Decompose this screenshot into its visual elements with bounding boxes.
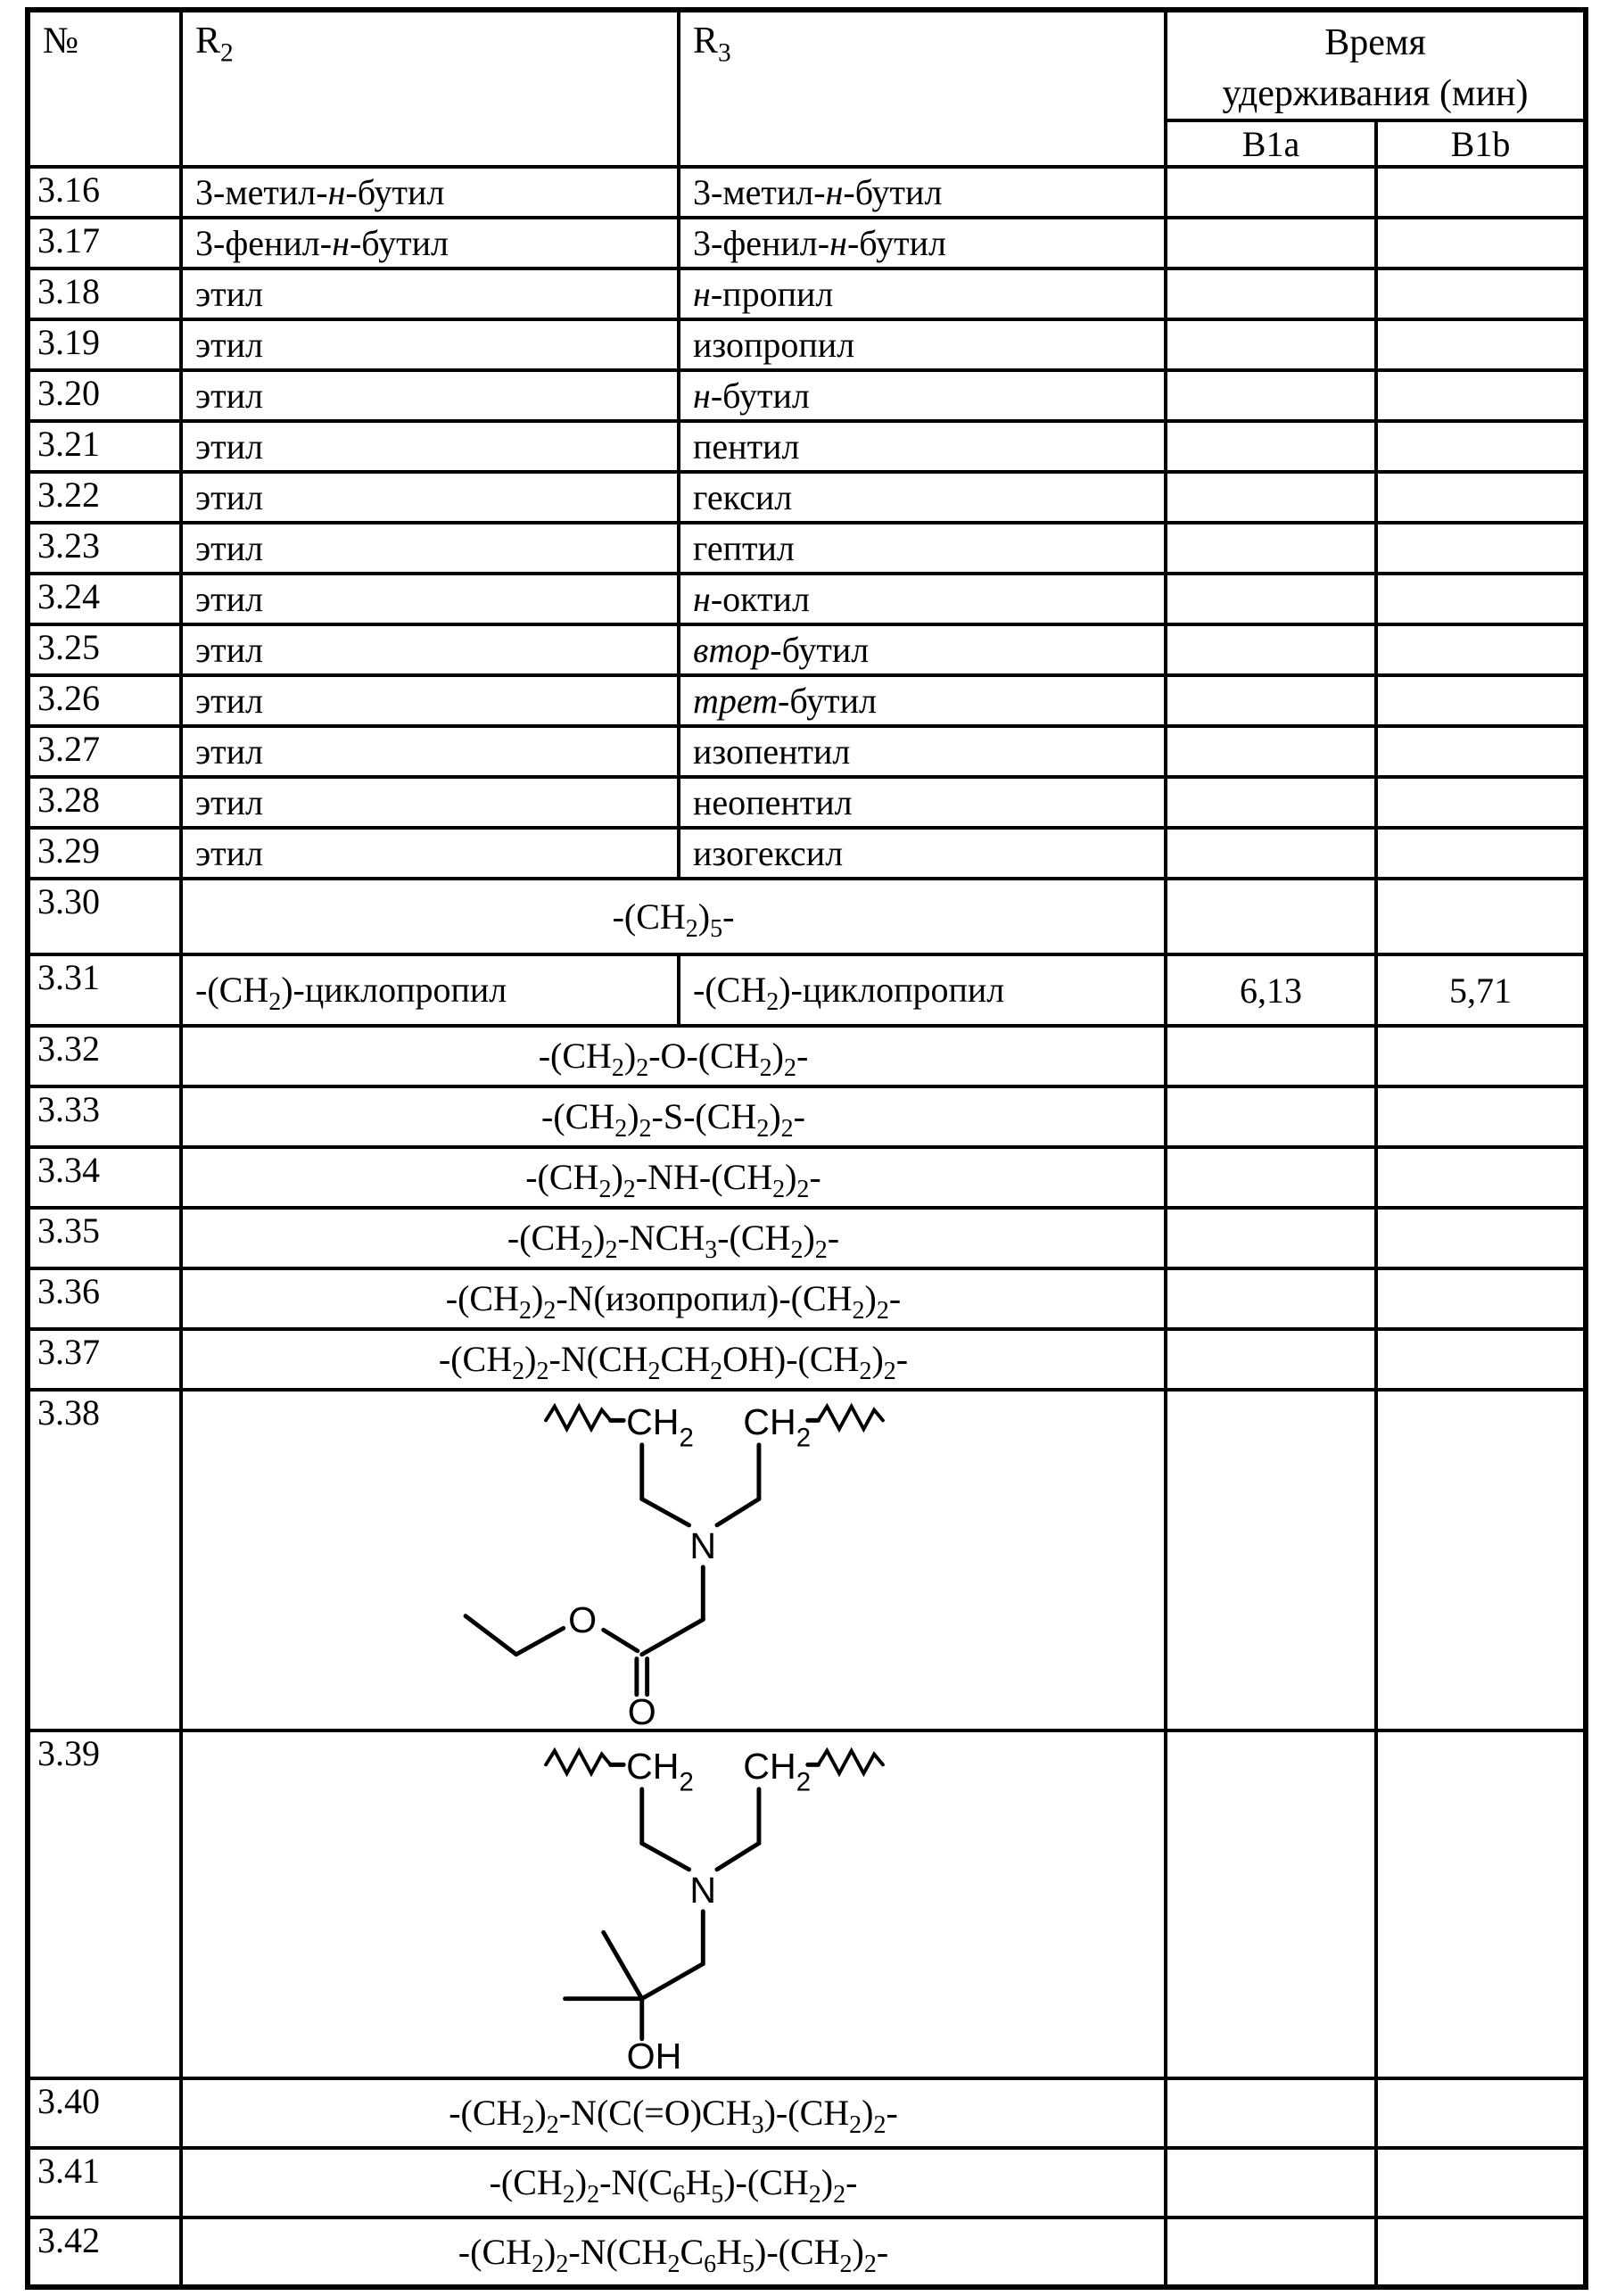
b1b-cell: 5,71 [1376,954,1586,1026]
b1a-cell [1166,675,1376,726]
table-row [28,1147,1586,1208]
r3-cell: втор-бутил [679,624,1166,675]
row-number: 3.38 [28,1390,181,1730]
table-row [28,1208,1586,1268]
r2-cell: этил [181,421,679,472]
b1b-cell [1376,2148,1586,2218]
b1b-cell [1376,1208,1586,1268]
table-row [28,268,1586,319]
b1a-cell [1166,1329,1376,1390]
row-number: 3.34 [28,1147,181,1208]
hydroxyl-label: OH [626,2036,682,2071]
b1a-cell [1166,1390,1376,1730]
row-number: 3.39 [28,1730,181,2078]
r3-cell: н-бутил [679,370,1166,421]
b1a-cell [1166,2218,1376,2287]
row-number: 3.41 [28,2148,181,2218]
row-number: 3.22 [28,472,181,523]
row-number: 3.29 [28,828,181,879]
table-row [28,1086,1586,1147]
b1a-cell [1166,370,1376,421]
r2-cell: этил [181,828,679,879]
r2-cell: этил [181,777,679,828]
row-number: 3.24 [28,574,181,624]
r2r3-merged-cell: $-(CH_2)_2-S-(CH_2)_2-$ [181,1086,1166,1147]
r2r3-merged-cell: $-(CH_2)_2-N(C_6H_5)-(CH_2)_2-$ [181,2148,1166,2218]
b1a-cell [1166,218,1376,268]
row-number: 3.40 [28,2078,181,2148]
row-number: 3.33 [28,1086,181,1147]
row-number: 3.42 [28,2218,181,2287]
table-row [28,675,1586,726]
b1a-cell [1166,1268,1376,1329]
wavy-bond-left [546,1407,610,1429]
b1a-cell [1166,319,1376,370]
b1a-cell [1166,777,1376,828]
b1a-cell [1166,268,1376,319]
b1a-cell: 6,13 [1166,954,1376,1026]
b1b-cell [1376,675,1586,726]
wavy-bond-left [546,1751,610,1773]
table-row [28,954,1586,1026]
row-number: 3.25 [28,624,181,675]
b1b-cell [1376,421,1586,472]
table-row [28,218,1586,268]
table-row [28,472,1586,523]
ch2-label-right: $CH_2$ [743,1401,812,1454]
table-row [28,624,1586,675]
b1b-cell [1376,370,1586,421]
table-row [28,879,1586,954]
wavy-bond-right [819,1407,883,1429]
r3-cell: изопентил [679,726,1166,777]
row-number: 3.16 [28,167,181,218]
b1a-cell [1166,1086,1376,1147]
r2-cell: этил [181,574,679,624]
b1a-cell [1166,879,1376,954]
r3-cell: н-пропил [679,268,1166,319]
table-row-structure [28,1730,1586,2078]
row-number: 3.18 [28,268,181,319]
nitrogen-label: N [689,1870,717,1912]
r3-cell: гексил [679,472,1166,523]
row-number: 3.30 [28,879,181,954]
r2r3-merged-cell: $-(CH_2)_2-NH-(CH_2)_2-$ [181,1147,1166,1208]
table-row [28,2218,1586,2287]
wavy-bond-right [819,1751,883,1773]
table-row [28,370,1586,421]
table-row [28,1329,1586,1390]
r2r3-merged-cell: $-(CH_2)_2-N(CH_2CH_2OH)-(CH_2)_2-$ [181,1329,1166,1390]
structure-cell-339 [181,1730,1166,2078]
table-row [28,2078,1586,2148]
row-number: 3.27 [28,726,181,777]
r2-cell: этил [181,624,679,675]
row-number: 3.26 [28,675,181,726]
b1a-cell [1166,1208,1376,1268]
table-row [28,421,1586,472]
row-number: 3.35 [28,1208,181,1268]
r3-cell: $-(CH_2)$-циклопропил [679,954,1166,1026]
r2-cell: этил [181,726,679,777]
table-row [28,2148,1586,2218]
b1b-cell [1376,2218,1586,2287]
b1b-cell [1376,777,1586,828]
b1a-cell [1166,624,1376,675]
b1b-cell [1376,624,1586,675]
b1a-cell [1166,2078,1376,2148]
row-number: 3.36 [28,1268,181,1329]
r2-cell: этил [181,472,679,523]
table-row [28,828,1586,879]
col-header-r2: $R_2$ [181,10,679,167]
structure-cell-338 [181,1390,1166,1730]
ch2-label-left: $CH_2$ [626,1401,694,1454]
b1b-cell [1376,574,1586,624]
carbonyl-oxygen-label: O [627,1691,656,1727]
b1b-cell [1376,319,1586,370]
table-row [28,726,1586,777]
r2r3-merged-cell: $-(CH_2)_2-O-(CH_2)_2-$ [181,1026,1166,1086]
r2r3-merged-cell: $-(CH_2)_2-N(C(=O)CH_3)-(CH_2)_2-$ [181,2078,1166,2148]
r2-cell: $-(CH_2)$-циклопропил [181,954,679,1026]
col-header-b1b: B1b [1376,120,1586,167]
b1b-cell [1376,1147,1586,1208]
row-number: 3.31 [28,954,181,1026]
table-row [28,574,1586,624]
table-row [28,523,1586,574]
col-header-num: № [28,10,181,167]
b1a-cell [1166,828,1376,879]
b1b-cell [1376,726,1586,777]
row-number: 3.32 [28,1026,181,1086]
b1b-cell [1376,2078,1586,2148]
table-row [28,1268,1586,1329]
chemical-structure-aminol [455,1739,892,2070]
b1b-cell [1376,472,1586,523]
r2r3-merged-cell: $-(CH_2)_2-N(изопропил)-(CH_2)_2-$ [181,1268,1166,1329]
table-row [28,167,1586,218]
table-row [28,1026,1586,1086]
b1b-cell [1376,218,1586,268]
b1b-cell [1376,1390,1586,1730]
r3-cell: пентил [679,421,1166,472]
b1b-cell [1376,1730,1586,2078]
ester-oxygen-label: O [568,1599,598,1641]
compound-table [25,7,1588,2290]
r2-cell: этил [181,523,679,574]
col-header-retention-time: Время удерживания (мин) [1166,10,1586,120]
b1b-cell [1376,1268,1586,1329]
table-row [28,319,1586,370]
nitrogen-label: N [689,1525,717,1567]
b1a-cell [1166,472,1376,523]
r2r3-merged-cell: $-(CH_2)_5-$ [181,879,1166,954]
r2-cell: этил [181,675,679,726]
r2r3-merged-cell: $-(CH_2)_2-NCH_3-(CH_2)_2-$ [181,1208,1166,1268]
b1a-cell [1166,2148,1376,2218]
b1a-cell [1166,421,1376,472]
b1b-cell [1376,268,1586,319]
r2-cell: 3-метил-н-бутил [181,167,679,218]
r2-cell: этил [181,370,679,421]
col-header-r3: $R_3$ [679,10,1166,167]
row-number: 3.28 [28,777,181,828]
chemical-structure-ester [455,1394,892,1726]
b1b-cell [1376,167,1586,218]
row-number: 3.17 [28,218,181,268]
b1a-cell [1166,1730,1376,2078]
row-number: 3.19 [28,319,181,370]
col-header-b1a: B1a [1166,120,1376,167]
ch2-label-right: $CH_2$ [743,1746,812,1798]
r2-cell: этил [181,268,679,319]
r2-cell: этил [181,319,679,370]
header-row [28,10,1586,120]
row-number: 3.21 [28,421,181,472]
r3-cell: 3-фенил-н-бутил [679,218,1166,268]
row-number: 3.37 [28,1329,181,1390]
bond-lines [466,1407,883,1695]
b1a-cell [1166,726,1376,777]
r3-cell: трет-бутил [679,675,1166,726]
b1a-cell [1166,1147,1376,1208]
b1a-cell [1166,167,1376,218]
b1a-cell [1166,574,1376,624]
r3-cell: гептил [679,523,1166,574]
b1a-cell [1166,523,1376,574]
ch2-label-left: $CH_2$ [626,1746,694,1798]
r3-cell: 3-метил-н-бутил [679,167,1166,218]
b1b-cell [1376,1086,1586,1147]
row-number: 3.20 [28,370,181,421]
b1b-cell [1376,879,1586,954]
r2r3-merged-cell: $-(CH_2)_2-N(CH_2C_6H_5)-(CH_2)_2-$ [181,2218,1166,2287]
b1b-cell [1376,1026,1586,1086]
b1b-cell [1376,1329,1586,1390]
row-number: 3.23 [28,523,181,574]
b1b-cell [1376,523,1586,574]
r3-cell: изогексил [679,828,1166,879]
r3-cell: неопентил [679,777,1166,828]
r3-cell: н-октил [679,574,1166,624]
b1b-cell [1376,828,1586,879]
r3-cell: изопропил [679,319,1166,370]
r2-cell: 3-фенил-н-бутил [181,218,679,268]
b1a-cell [1166,1026,1376,1086]
table-row-structure [28,1390,1586,1730]
table-row [28,777,1586,828]
